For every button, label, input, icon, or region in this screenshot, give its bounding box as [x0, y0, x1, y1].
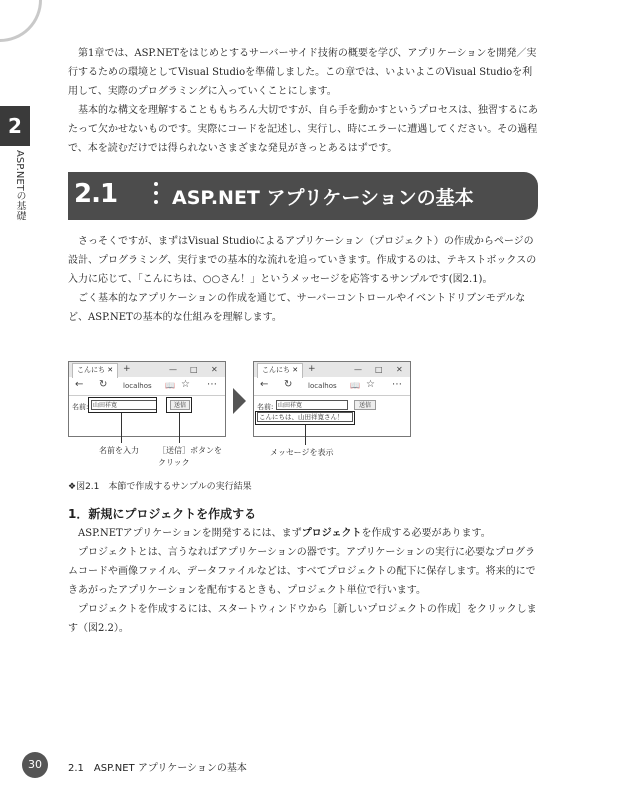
- nav-bar: [69, 377, 225, 396]
- reading-view-icon[interactable]: 📖: [350, 381, 360, 390]
- page-number: 30: [22, 752, 48, 778]
- figure-caption: ❖図2.1 本節で作成するサンプルの実行結果: [68, 482, 252, 492]
- button-highlight: [166, 397, 192, 413]
- maximize-icon[interactable]: □: [190, 365, 198, 374]
- subsection-paragraph-3: プロジェクトを作成するには、スタートウィンドウから［新しいプロジェクトの作成］をクリックします（図2.2）。: [68, 604, 537, 634]
- back-icon[interactable]: ←: [260, 379, 269, 390]
- back-icon[interactable]: ←: [75, 379, 84, 390]
- chapter-tab: 2: [0, 106, 30, 146]
- tab-close-icon[interactable]: ✕: [107, 366, 114, 374]
- subsection-paragraph-1: ASP.NETアプリケーションを開発するには、まずプロジェクトを作成する必要があります。: [78, 528, 491, 539]
- input-highlight: [88, 397, 157, 413]
- message-highlight: [255, 411, 355, 425]
- send-button[interactable]: 送信: [354, 400, 376, 410]
- callout-line-button: [179, 413, 180, 443]
- callout-line-input: [121, 413, 122, 443]
- callout-message: メッセージを表示: [270, 448, 334, 457]
- close-icon[interactable]: ✕: [211, 365, 218, 374]
- callout-button: ［送信］ボタンを クリック: [158, 446, 222, 467]
- subsection-paragraph-2: プロジェクトとは、言うなればアプリケーションの器です。アプリケーションの実行に必要なプログラムコードや画像ファイル、データファイルなどは、すべてプロジェクトの配下に保存します。将来的にできあがったアプリケーションを配布するときも、プロジェクト単位で行います。: [68, 547, 536, 596]
- name-input[interactable]: 山田祥寛: [91, 400, 157, 410]
- reading-view-icon[interactable]: 📖: [165, 381, 175, 390]
- section-number: 2.1: [74, 179, 118, 209]
- dots-decoration: [154, 182, 158, 209]
- name-label: 名前:: [257, 403, 274, 411]
- tab-bar: [69, 362, 225, 377]
- favorite-icon[interactable]: ☆: [181, 379, 190, 390]
- subsection-text: [68, 524, 540, 638]
- section-paragraph-2: ごく基本的なアプリケーションの作成を通じて、サーバーコントロールやイベントドリブンモデルなど、ASP.NETの基本的な仕組みを理解します。: [68, 293, 526, 323]
- more-icon[interactable]: ⋯: [392, 379, 402, 390]
- tab-bar: [254, 362, 410, 377]
- response-message: こんにちは、山田祥寛さん！: [257, 412, 353, 422]
- minimize-icon[interactable]: —: [169, 365, 177, 374]
- browser-after: [253, 361, 411, 437]
- browser-tab[interactable]: こんにち ✕: [257, 363, 303, 378]
- keyword-project: プロジェクト: [301, 528, 362, 539]
- intro-text: [68, 44, 540, 158]
- callout-input: 名前を入力: [99, 446, 139, 455]
- new-tab-icon[interactable]: +: [123, 364, 131, 374]
- tab-close-icon[interactable]: ✕: [292, 366, 299, 374]
- more-icon[interactable]: ⋯: [207, 379, 217, 390]
- name-input[interactable]: 山田祥寛: [276, 400, 348, 410]
- name-label: 名前:: [72, 403, 89, 411]
- browser-tab[interactable]: こんにち ✕: [72, 363, 118, 378]
- section-paragraph-1: さっそくですが、まずはVisual Studioによるアプリケーション（プロジェクト）の作成からページの設計、プログラミング、実行までの基本的な流れを追っていきます。作成するのは、テキストボックスの入力に応じて、「こんにちは、○○さん！」というメッセージを応答するサンプルです(図2.1)。: [68, 236, 537, 285]
- refresh-icon[interactable]: ↻: [99, 379, 108, 390]
- address-bar[interactable]: localhos: [308, 382, 337, 390]
- favorite-icon[interactable]: ☆: [366, 379, 375, 390]
- subsection-title: 1．新規にプロジェクトを作成する: [68, 507, 257, 521]
- new-tab-icon[interactable]: +: [308, 364, 316, 374]
- arrow-right-icon: [233, 388, 246, 414]
- section-text: [68, 232, 540, 327]
- intro-paragraph-2: 基本的な構文を理解することももちろん大切ですが、自ら手を動かすというプロセスは、独習するにあたって欠かせないものです。実際にコードを記述し、実行し、時にエラーに遭遇してください。その過程で、本を読むだけでは得られないさまざまな発見がきっとあるはずです。: [68, 105, 538, 154]
- section-heading: [68, 172, 538, 220]
- address-bar[interactable]: localhos: [123, 382, 152, 390]
- callout-line-message: [305, 425, 306, 445]
- section-title: ASP.NET アプリケーションの基本: [172, 187, 474, 209]
- maximize-icon[interactable]: □: [375, 365, 383, 374]
- nav-bar: [254, 377, 410, 396]
- running-title: 2.1 ASP.NET アプリケーションの基本: [68, 763, 247, 774]
- minimize-icon[interactable]: —: [354, 365, 362, 374]
- intro-paragraph-1: 第1章では、ASP.NETをはじめとするサーバーサイド技術の概要を学び、アプリケーションを開発／実行するための環境としてVisual Studioを準備しました。この章では、いよいよこのVisual Studioを利用して、実際のプログラミングに入っていくことにします。: [68, 48, 537, 97]
- close-icon[interactable]: ✕: [396, 365, 403, 374]
- send-button[interactable]: 送信: [170, 400, 190, 410]
- chapter-side-label: ASP.NETの基礎: [14, 150, 25, 221]
- refresh-icon[interactable]: ↻: [284, 379, 293, 390]
- corner-decoration: [0, 0, 42, 42]
